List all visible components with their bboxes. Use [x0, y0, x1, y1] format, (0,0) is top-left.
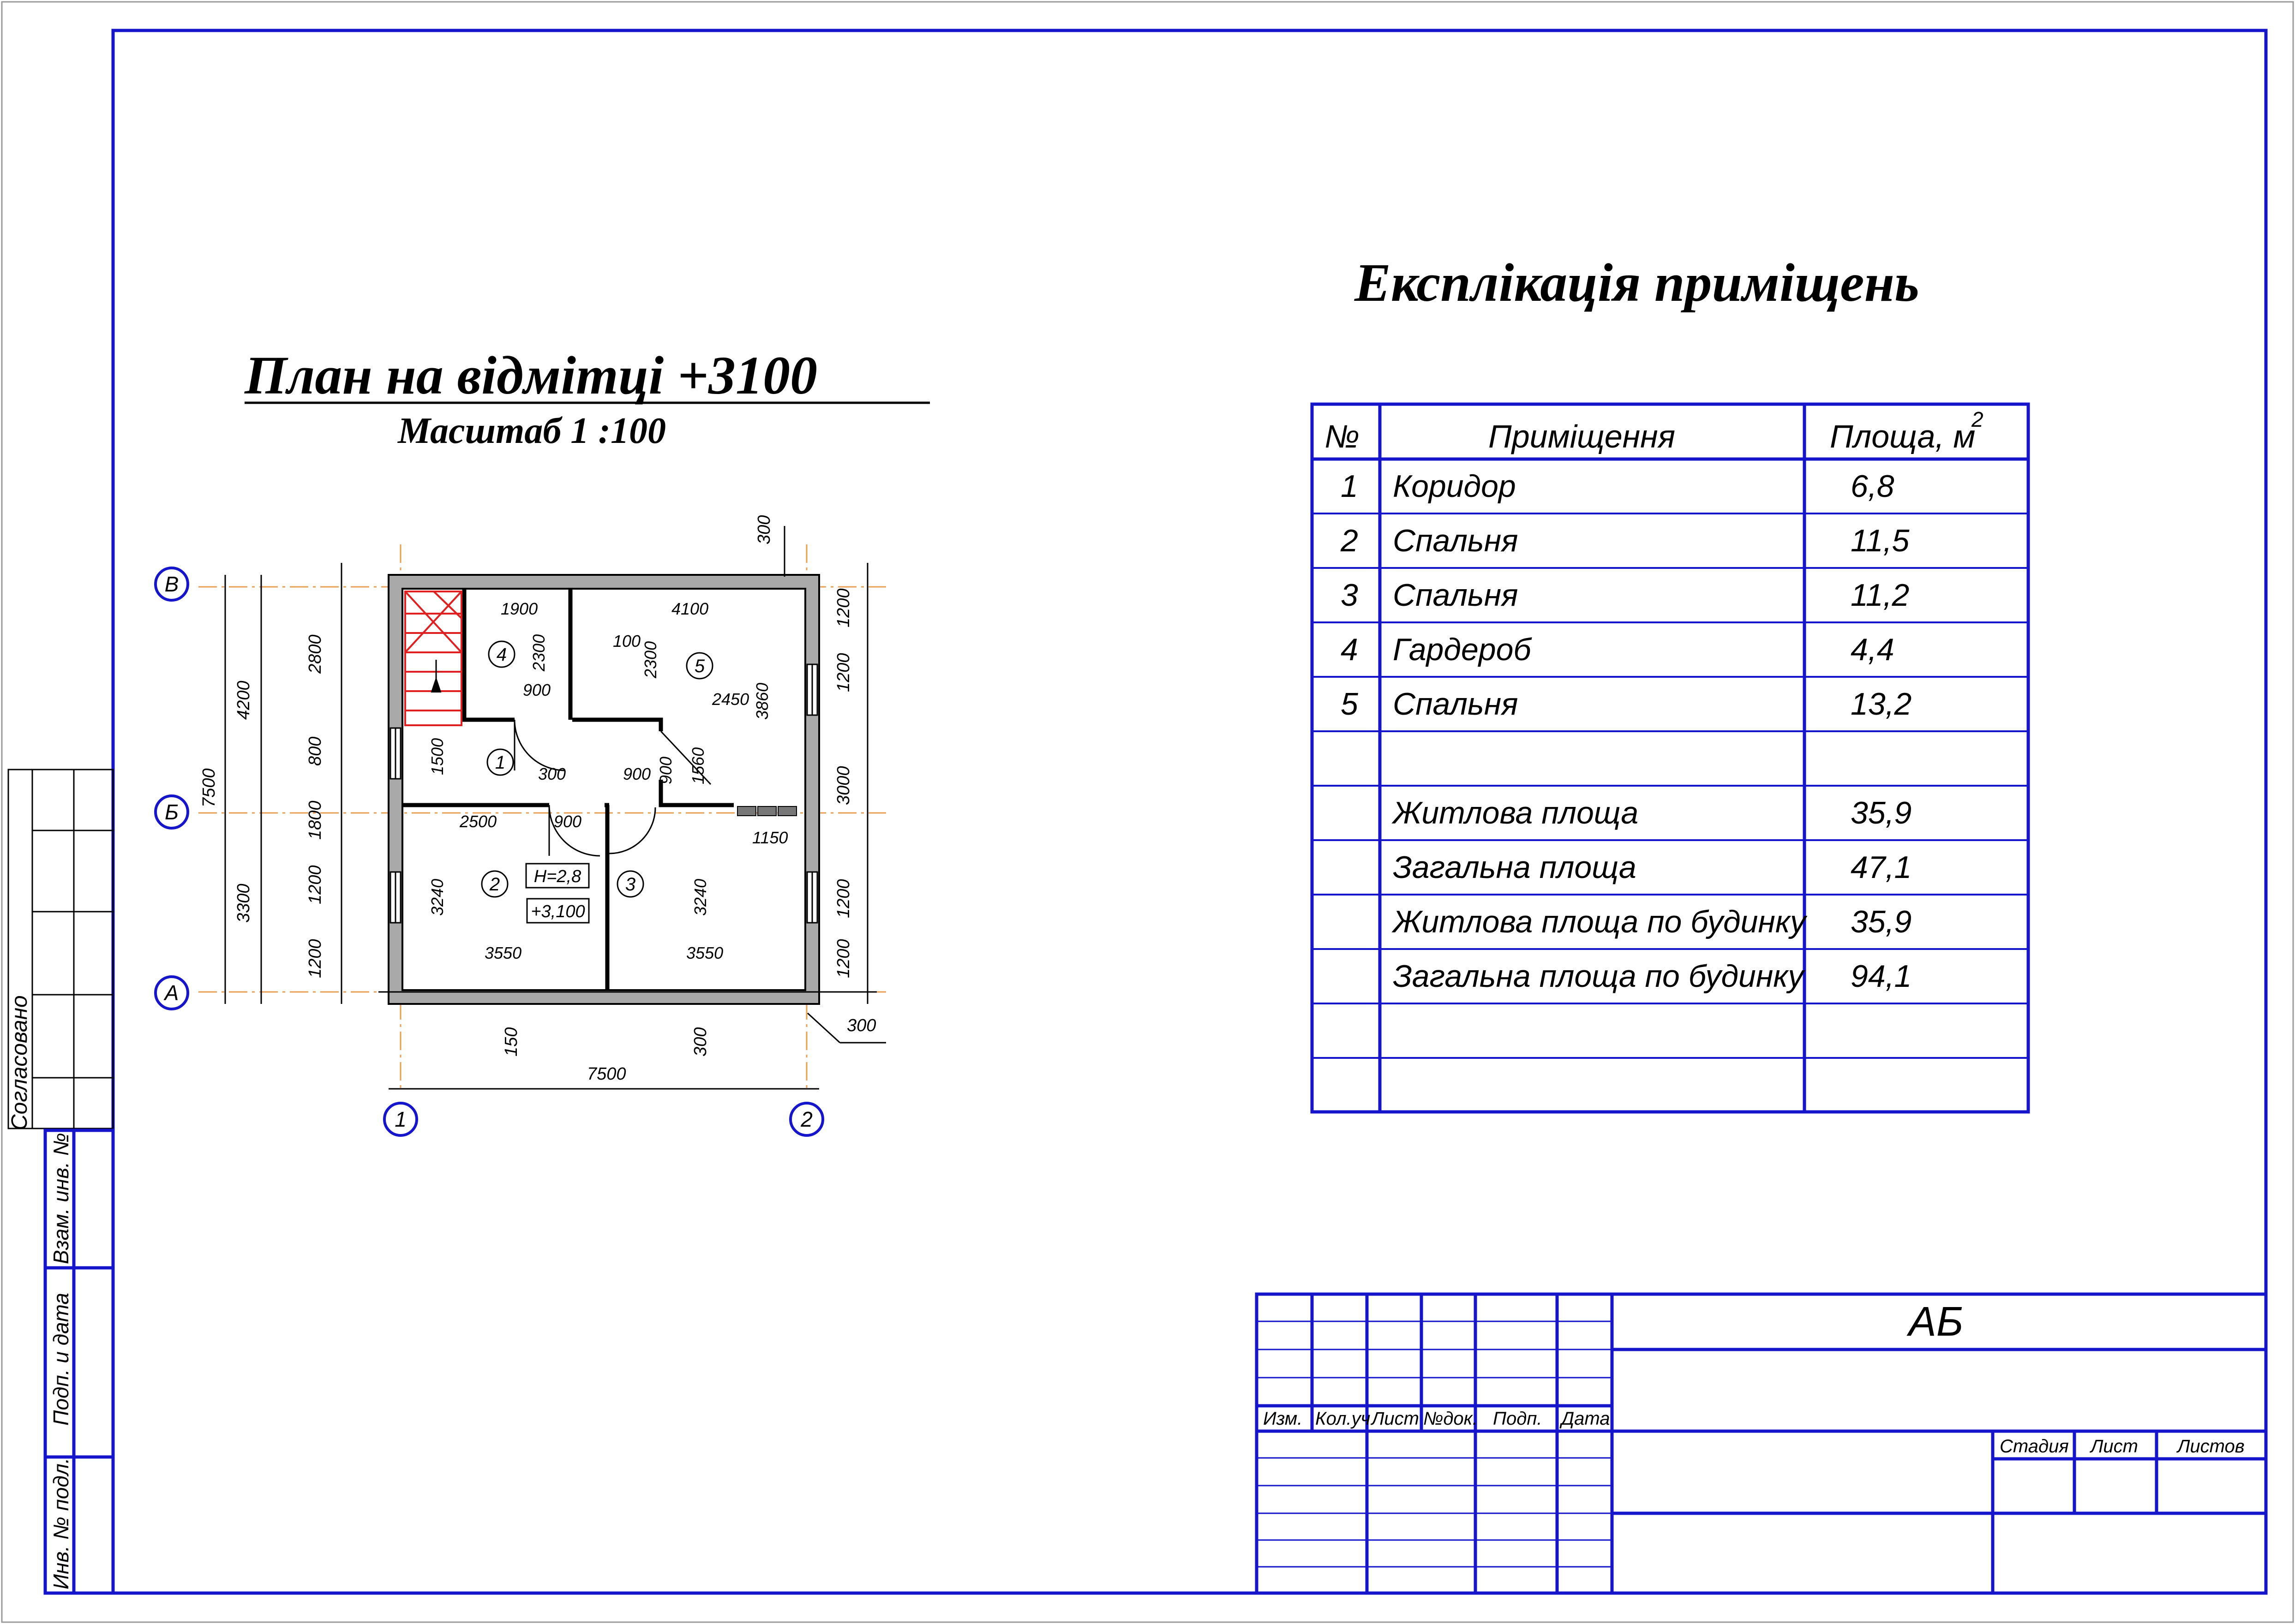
dim-text: 1200: [834, 588, 853, 627]
room-label-3: 3: [625, 874, 636, 895]
dim-text: 3550: [485, 943, 522, 962]
explication-row-name: Житлова площа по будинку: [1393, 904, 1806, 939]
explication-row-area: 13,2: [1851, 687, 1912, 722]
dim-text: 1200: [306, 939, 325, 978]
explication-row-area: 4,4: [1851, 632, 1894, 667]
stamp-stage: Стадия: [2000, 1436, 2069, 1457]
explication-row-name: Спальня: [1393, 687, 1518, 722]
dim-text: 1200: [834, 939, 853, 978]
room-label-4: 4: [496, 645, 507, 665]
dim-text: 2450: [712, 690, 749, 709]
plan-scale: Масштаб 1 :100: [398, 411, 666, 451]
staircase: [405, 591, 461, 725]
outer-walls: [389, 575, 819, 1004]
explication-row-area: 94,1: [1851, 959, 1912, 994]
explication-row-num: 2: [1341, 523, 1358, 558]
dim-text: 3860: [753, 682, 772, 720]
axis-label-a: А: [164, 981, 179, 1005]
axis-label-1: 1: [395, 1107, 407, 1131]
dim-text: 2500: [460, 812, 497, 831]
dim-text: 3000: [834, 766, 853, 805]
explication-row-name: Спальня: [1393, 523, 1518, 558]
explication-row-num: 3: [1341, 578, 1358, 613]
stamp-col-list: Лист: [1372, 1409, 1419, 1429]
axis-label-b: Б: [165, 800, 179, 824]
dim-text: 2800: [306, 634, 325, 674]
explication-row-area: 11,2: [1851, 578, 1910, 613]
agreed-label: Согласовано: [7, 995, 32, 1130]
dim-text: 1200: [834, 653, 853, 692]
dim-text: 1900: [501, 599, 538, 618]
dim-text: 300: [691, 1027, 710, 1057]
drawing-frame: [113, 30, 2266, 1593]
explication-row-name: Загальна площа по будинку: [1393, 959, 1804, 994]
dim-text: 1800: [306, 800, 325, 840]
header-num: №: [1324, 418, 1360, 454]
axis-label-2: 2: [801, 1107, 813, 1131]
header-area-sup: 2: [1971, 407, 1983, 431]
floor-plan: [156, 515, 886, 1135]
explication-row-area: 35,9: [1851, 795, 1912, 830]
explication-table: [1312, 404, 2028, 1112]
dim-text: 7500: [199, 768, 219, 807]
sign-date-label: Подп. и дата: [49, 1293, 73, 1426]
stamp-col-koluch: Кол.уч: [1315, 1409, 1371, 1429]
outer-border: [2, 2, 2293, 1622]
dim-text: 3550: [686, 943, 724, 962]
dim-text: 4100: [671, 599, 709, 618]
dim-text: 2300: [641, 641, 660, 678]
dim-text: 300: [538, 764, 566, 783]
explication-row-name: Спальня: [1393, 578, 1518, 613]
explication-row-area: 35,9: [1851, 904, 1912, 939]
dim-text: 900: [623, 764, 651, 783]
explication-row-num: 4: [1341, 632, 1358, 667]
stamp-sheets: Листов: [2177, 1436, 2245, 1457]
header-name: Приміщення: [1488, 418, 1676, 454]
explication-row-name: Загальна площа: [1393, 850, 1636, 885]
dim-text: 900: [656, 756, 675, 784]
explication-row-area: 11,5: [1851, 523, 1910, 558]
dim-text: 3300: [234, 884, 253, 923]
dim-text: 150: [502, 1027, 521, 1057]
dim-text: 100: [613, 632, 641, 651]
explication-row-num: 1: [1341, 469, 1358, 504]
explication-row-name: Житлова площа: [1393, 795, 1639, 830]
dim-text: 1200: [306, 865, 325, 904]
room-label-2: 2: [489, 874, 500, 895]
stamp-sheet: Лист: [2091, 1436, 2138, 1457]
dim-text: 300: [847, 1016, 876, 1035]
explication-row-name: Гардероб: [1393, 632, 1531, 667]
dim-text: 1500: [428, 738, 447, 775]
dim-text: 2300: [529, 634, 548, 671]
dim-text: 3240: [428, 878, 447, 916]
doors: [515, 720, 711, 856]
drawing-code: АБ: [1908, 1299, 1964, 1345]
room-label-5: 5: [694, 656, 705, 676]
dim-text: 300: [755, 515, 774, 544]
axis-label-v: В: [164, 572, 179, 596]
explication-row-num: 5: [1341, 687, 1358, 722]
plan-title: План на відмітці +3100: [245, 345, 817, 406]
stamp-col-izm: Изм.: [1263, 1409, 1303, 1429]
floor-level: +3,100: [531, 902, 585, 921]
inv-orig-label: Инв. № подл.: [49, 1457, 73, 1589]
dim-text: 800: [306, 736, 325, 766]
stamp-col-date: Дата: [1561, 1409, 1610, 1429]
ref-inv-label: Взам. инв. №: [49, 1133, 73, 1264]
stamp-col-sign: Подп.: [1493, 1409, 1542, 1429]
room-label-1: 1: [495, 752, 506, 773]
dim-text: 1200: [834, 879, 853, 918]
explication-row-area: 47,1: [1851, 850, 1912, 885]
dim-text: 900: [554, 812, 582, 831]
dim-text: 4200: [234, 681, 253, 720]
partitions: [402, 589, 734, 990]
explication-title: Експлікація приміщень: [1354, 252, 1919, 313]
dim-text: 1560: [689, 747, 707, 784]
room-height: H=2,8: [533, 867, 581, 886]
dim-text: 7500: [587, 1064, 626, 1084]
explication-row-name: Коридор: [1393, 469, 1516, 504]
dim-text: 1150: [752, 828, 788, 847]
stamp-col-doc: №док.: [1423, 1409, 1478, 1429]
explication-row-area: 6,8: [1851, 469, 1894, 504]
header-area: Площа, м: [1830, 418, 1976, 454]
dim-text: 900: [523, 681, 551, 699]
dim-text: 3240: [691, 878, 710, 916]
